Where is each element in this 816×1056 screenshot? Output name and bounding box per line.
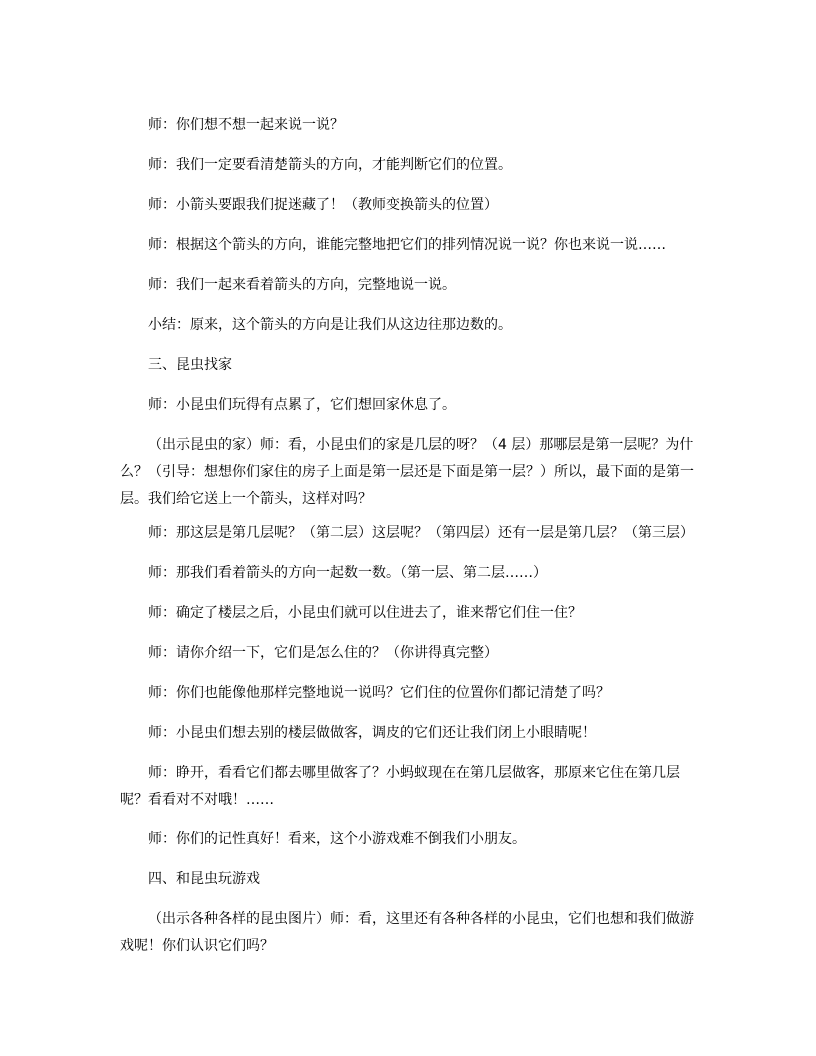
paragraph-13: 师：你们也能像他那样完整地说一说吗？它们住的位置你们都记清楚了吗？	[148, 685, 610, 701]
paragraph-7: 师：小昆虫们玩得有点累了，它们想回家休息了。	[148, 397, 456, 413]
paragraph-16: 师：你们的记性真好！看来，这个小游戏难不倒我们小朋友。	[148, 831, 526, 847]
section-heading-4: 四、和昆虫玩游戏	[148, 871, 260, 887]
paragraph-5: 师：我们一起来看着箭头的方向，完整地说一说。	[148, 277, 456, 293]
paragraph-1: 师：你们想不想一起来说一说？	[148, 117, 344, 133]
paragraph-11: 师：确定了楼层之后，小昆虫们就可以住进去了，谁来帮它们住一住？	[148, 605, 582, 621]
paragraph-12: 师：请你介绍一下，它们是怎么住的？（你讲得真完整）	[148, 645, 498, 661]
summary-paragraph: 小结：原来，这个箭头的方向是让我们从这边往那边数的。	[148, 317, 512, 333]
paragraph-4: 师：根据这个箭头的方向，谁能完整地把它们的排列情况说一说？你也来说一说……	[148, 237, 666, 253]
paragraph-15: 师：睁开，看看它们都去哪里做客了？小蚂蚁现在在第几层做客，那原来它住在第几层呢？看看对不对哦！……	[120, 765, 680, 808]
paragraph-14: 师：小昆虫们想去别的楼层做做客，调皮的它们还让我们闭上小眼睛呢！	[148, 725, 596, 741]
paragraph-18: （出示各种各样的昆虫图片）师：看，这里还有各种各样的小昆虫，它们也想和我们做游戏呢！你们认识它们吗？	[120, 911, 694, 954]
paragraph-2: 师：我们一定要看清楚箭头的方向，才能判断它们的位置。	[148, 157, 512, 173]
paragraph-3: 师：小箭头要跟我们捉迷藏了！（教师变换箭头的位置）	[148, 197, 498, 213]
paragraph-10: 师：那我们看着箭头的方向一起数一数。（第一层、第二层……）	[148, 565, 547, 581]
paragraph-9: 师：那这层是第几层呢？（第二层）这层呢？（第四层）还有一层是第几层？（第三层）	[148, 525, 694, 541]
paragraph-8: （出示昆虫的家）师：看，小昆虫们的家是几层的呀？（4 层）那哪层是第一层呢？为什么？（引导：想想你们家住的房子上面是第一层还是下面是第一层？）所以，最下面的是第一层。我们给它送上一个箭头，这样对吗？	[120, 437, 694, 507]
section-heading-3: 三、昆虫找家	[148, 357, 232, 373]
